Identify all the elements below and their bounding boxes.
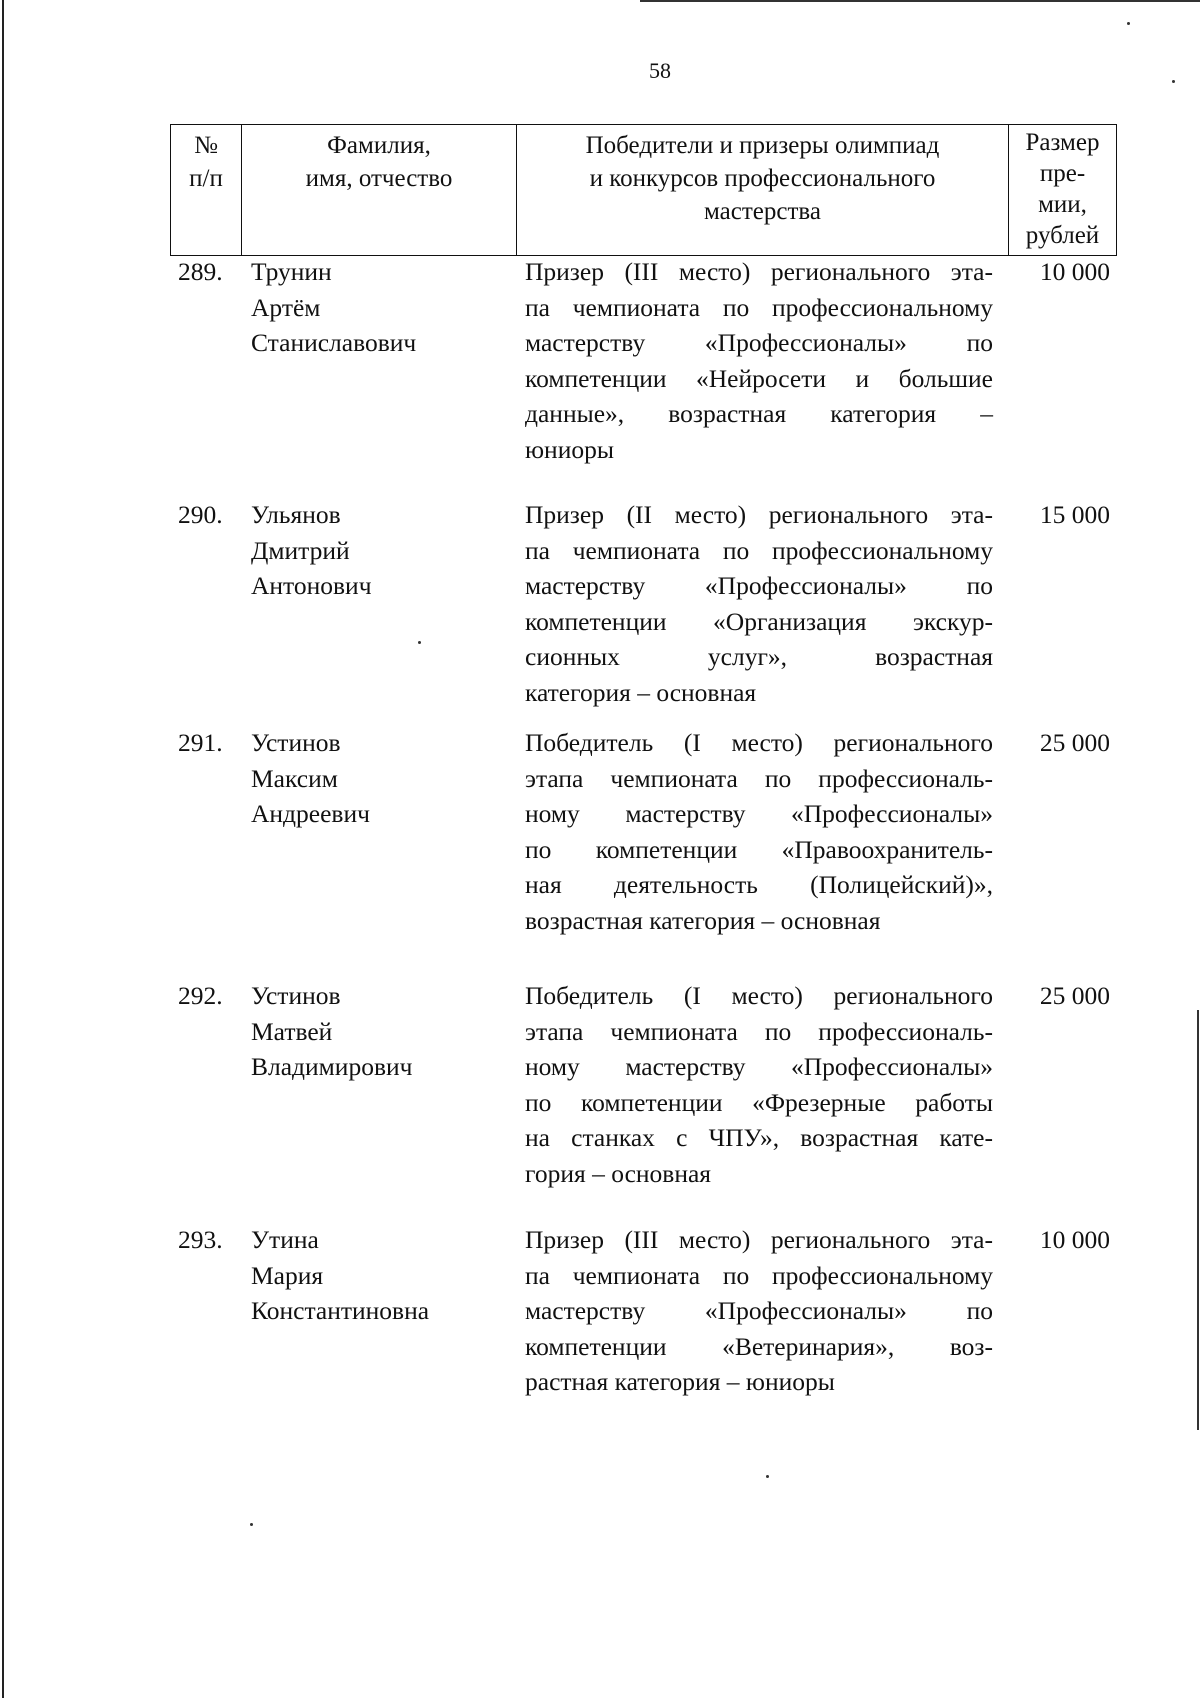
text-line: сионных услуг», возрастная: [525, 642, 993, 671]
row-number: 292.: [178, 981, 223, 1010]
header-text: п/п: [189, 165, 223, 192]
text-line: по компетенции «Фрезерные работы: [525, 1087, 993, 1117]
row-number: 289.: [178, 257, 223, 286]
person-name: [251, 497, 491, 604]
text-line: компетенции «Нейросети и большие: [525, 363, 993, 393]
patronymic: Владимирович: [251, 1052, 413, 1081]
text-line: юниоры: [525, 434, 614, 464]
text-line: по компетенции «Правоохранитель-: [525, 834, 993, 864]
text-line: Победитель (I место) регионального: [525, 728, 993, 757]
surname: Утина: [251, 1225, 319, 1254]
achievement-text: [525, 254, 993, 467]
prize-amount: 25 000: [1039, 981, 1110, 1010]
text-line: гория – основная: [525, 1158, 712, 1188]
patronymic: Станиславович: [251, 328, 417, 357]
surname: Устинов: [251, 728, 341, 757]
header-text: мастерства: [704, 198, 821, 225]
header-text: и конкурсов профессионального: [589, 165, 936, 192]
prize-amount: 15 000: [1039, 500, 1110, 529]
row-number: 290.: [178, 500, 223, 529]
first-name: Мария: [251, 1260, 324, 1290]
scan-speck: [1127, 22, 1130, 25]
prize-amount: 10 000: [1039, 1225, 1110, 1254]
text-line: па чемпионата по профессиональному: [525, 1260, 993, 1290]
header-text: Победители и призеры олимпиад: [585, 132, 940, 159]
text-line: па чемпионата по профессиональному: [525, 292, 993, 322]
patronymic: Константиновна: [251, 1296, 430, 1325]
table-header: [170, 124, 1117, 256]
first-name: Артём: [251, 292, 321, 322]
text-line: данные», возрастная категория –: [525, 399, 993, 428]
header-cell-prize: [1009, 125, 1116, 255]
text-line: мастерству «Профессионалы» по: [525, 1296, 993, 1325]
achievement-text: [525, 725, 993, 938]
text-line: категория – основная: [525, 677, 757, 707]
text-line: ному мастерству «Профессионалы»: [525, 1052, 993, 1081]
text-line: мастерству «Профессионалы» по: [525, 328, 993, 357]
text-line: Призер (III место) регионального эта-: [525, 1225, 993, 1254]
scan-speck: [418, 641, 421, 644]
header-text: Размер: [1025, 129, 1100, 156]
row-number: 291.: [178, 728, 223, 757]
text-line: мастерству «Профессионалы» по: [525, 571, 993, 600]
header-text: мии,: [1038, 191, 1087, 218]
first-name: Максим: [251, 763, 338, 793]
scan-edge-left: [2, 0, 4, 1698]
text-line: этапа чемпионата по профессиональ-: [525, 1016, 993, 1046]
text-line: компетенции «Организация экскур-: [525, 606, 993, 636]
person-name: [251, 254, 491, 361]
scan-edge-top: [640, 0, 1200, 2]
first-name: Дмитрий: [251, 535, 350, 565]
patronymic: Андреевич: [251, 799, 370, 828]
scan-speck: [250, 1523, 253, 1526]
header-text: имя, отчество: [305, 165, 453, 192]
text-line: Победитель (I место) регионального: [525, 981, 993, 1010]
patronymic: Антонович: [251, 571, 372, 600]
person-name: [251, 978, 491, 1085]
header-text: рублей: [1025, 222, 1100, 249]
text-line: Призер (II место) регионального эта-: [525, 500, 993, 529]
text-line: возрастная категория – основная: [525, 905, 881, 935]
surname: Трунин: [251, 257, 332, 286]
text-line: этапа чемпионата по профессиональ-: [525, 763, 993, 793]
achievement-text: [525, 1222, 993, 1400]
header-text: №: [194, 132, 218, 159]
scan-edge-right: [1197, 1010, 1199, 1430]
surname: Ульянов: [251, 500, 341, 529]
prize-amount: 25 000: [1039, 728, 1110, 757]
text-line: на станках с ЧПУ», возрастная кате-: [525, 1123, 993, 1152]
scan-speck: [766, 1475, 769, 1478]
surname: Устинов: [251, 981, 341, 1010]
header-text: Фамилия,: [327, 132, 431, 159]
header-cell-achievement: [517, 125, 1009, 255]
text-line: ному мастерству «Профессионалы»: [525, 799, 993, 828]
header-cell-number: [171, 125, 242, 255]
achievement-text: [525, 497, 993, 710]
first-name: Матвей: [251, 1016, 333, 1046]
person-name: [251, 725, 491, 832]
row-number: 293.: [178, 1225, 223, 1254]
achievement-text: [525, 978, 993, 1191]
text-line: растная категория – юниоры: [525, 1367, 835, 1396]
prize-amount: 10 000: [1039, 257, 1110, 286]
text-line: компетенции «Ветеринария», воз-: [525, 1331, 993, 1361]
text-line: Призер (III место) регионального эта-: [525, 257, 993, 286]
text-line: па чемпионата по профессиональному: [525, 535, 993, 565]
header-cell-name: [242, 125, 517, 255]
person-name: [251, 1222, 491, 1329]
header-text: пре-: [1039, 160, 1086, 187]
page-number: 58: [649, 58, 671, 83]
text-line: ная деятельность (Полицейский)»,: [525, 870, 993, 899]
